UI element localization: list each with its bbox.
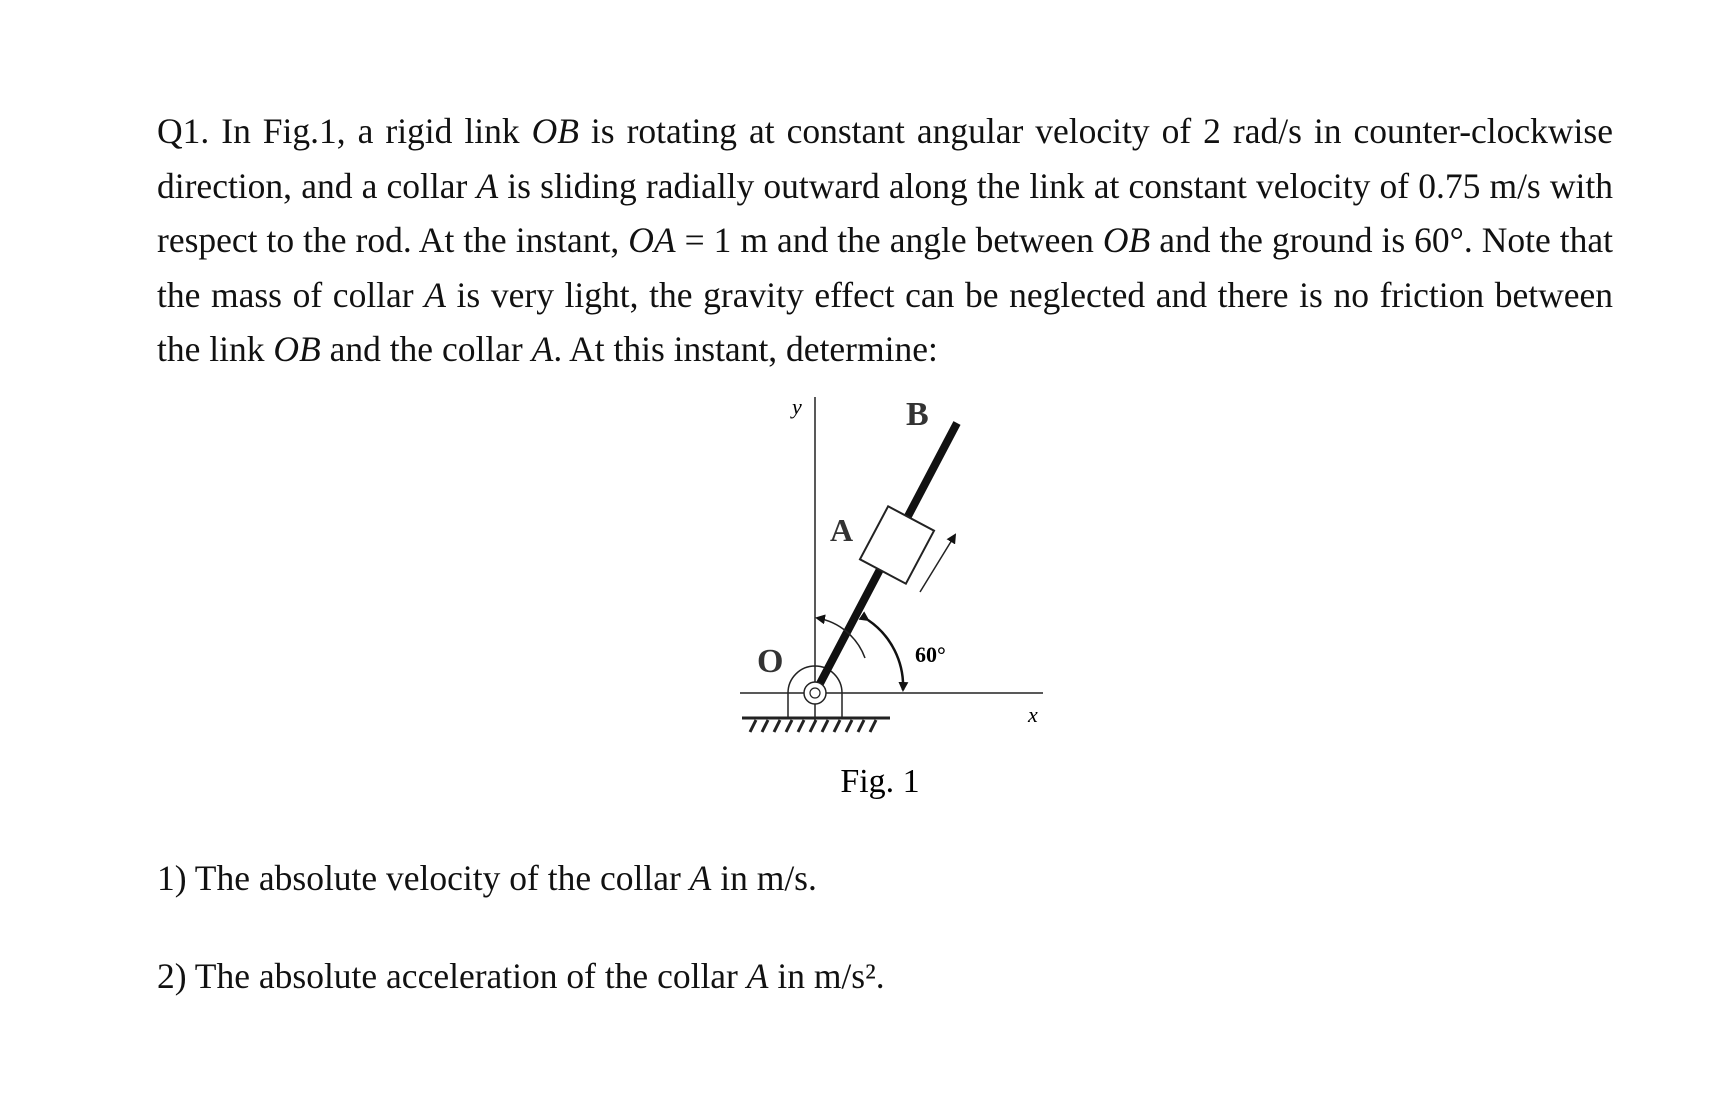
task-1: 1) The absolute velocity of the collar A in m/s. — [157, 858, 817, 898]
question-text: Q1. In Fig.1, a rigid link OB is rotating at constant angular velocity of 2 rad/s in counter-clockwise direction, and a collar A is sliding radially outward along the link at constant velocity of 0.75 m/s with respect to the rod. At the instant, OA = 1 m and the angle between OB and the ground is 60°. Note that the mass of collar A is very light, the gravity effect can be neglected and there is no friction between the link OB and the collar A. At this instant, determine: — [157, 111, 1613, 369]
figure-caption: Fig. 1 — [840, 763, 920, 800]
x-label: x — [1028, 702, 1038, 727]
label-b: B — [906, 396, 929, 433]
label-a: A — [830, 512, 854, 548]
label-o: O — [757, 643, 784, 680]
collar-a — [860, 506, 934, 583]
ground-hatch — [742, 718, 890, 732]
y-label: y — [792, 394, 802, 419]
angle-arc — [868, 620, 903, 690]
angle-label: 60° — [915, 642, 946, 667]
pivot-o — [804, 682, 826, 704]
task-2: 2) The absolute acceleration of the collar A in m/s². — [157, 956, 885, 996]
